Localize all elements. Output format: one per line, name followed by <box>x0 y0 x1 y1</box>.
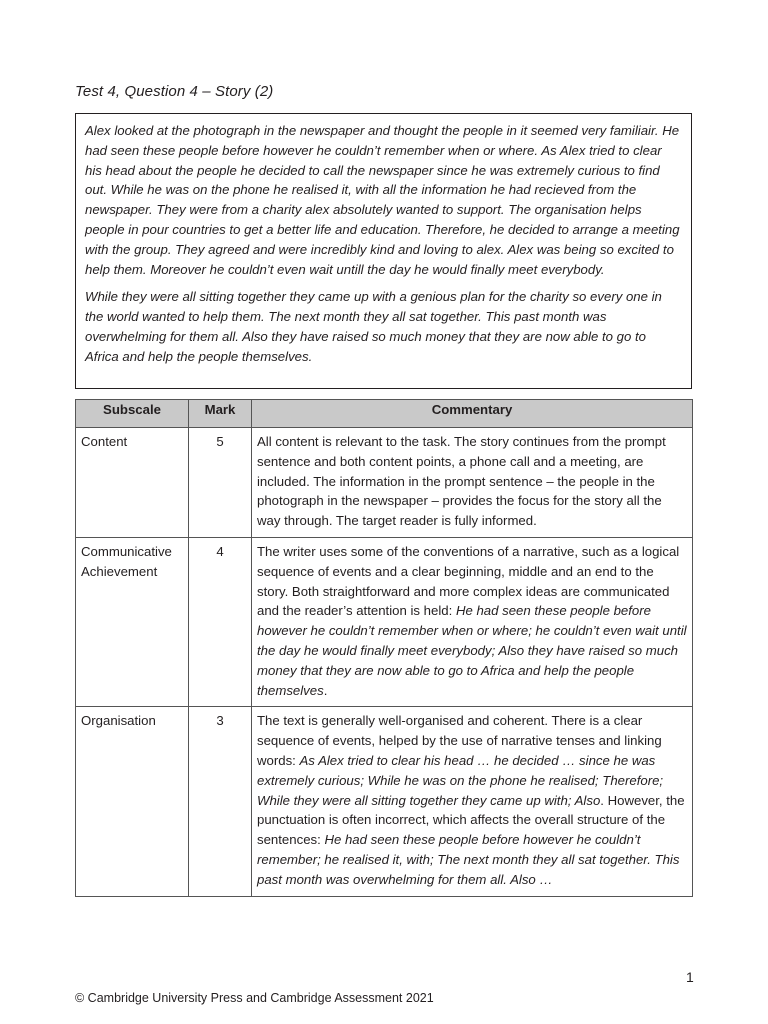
story-paragraph: While they were all sitting together they came up with a genious plan for the charity so every one in the world wanted to help them. The next month they all sat together. This past month was overwhelming for them all. Also they have raised so much money that they are now able to go to Africa and help the people themselves. <box>85 289 662 364</box>
commentary-quote: He had seen these people before however he couldn’t remember when or where; he couldn’t even wait until the day he would finally meet everybody; Also they have raised so much money that they are now able to go to Africa and help the people themselves <box>257 603 687 698</box>
commentary-text: . <box>323 682 328 698</box>
commentary-cell <box>252 428 693 538</box>
story-box <box>75 113 692 389</box>
commentary-text: . However, the punctuation is often incorrect, which affects the overall structure of the sentences: <box>257 792 685 848</box>
story-paragraph: Alex looked at the photograph in the newspaper and thought the people in it seemed very familiair. He had seen these people before however he couldn’t remember when or where. As Alex tried to clear his head about the people he decided to call the newspaper since he was extremely curious to find out. While he was on the phone he realised it, with all the information he had recieved from the newspaper. They were from a charity alex absolutely wanted to support. The organisation helps people in pour countries to get a better life and education. Therefore, he decided to arrange a meeting with the group. They agreed and were incredibly kind and loving to alex. Alex was being so excited to help them. Moreover he couldn’t even wait untill the day he would finally meet everybody. <box>85 123 680 277</box>
mark-cell: 5 <box>189 428 252 538</box>
table-row <box>76 537 693 706</box>
copyright-notice: © Cambridge University Press and Cambridge Assessment 2021 <box>75 991 434 1005</box>
table-row <box>76 428 693 538</box>
commentary-quote: He had seen these people before however he couldn’t remember; he realised it, with; The next month they all sat together. This past month was overwhelming for them all. Also … <box>257 832 680 887</box>
page-number: 1 <box>686 969 694 985</box>
mark-cell: 4 <box>189 537 252 706</box>
table-row <box>76 707 693 896</box>
page-title: Test 4, Question 4 – Story (2) <box>75 83 274 100</box>
commentary-cell <box>252 537 693 706</box>
assessment-table <box>75 399 693 897</box>
header-subscale: Subscale <box>76 400 189 428</box>
commentary-cell <box>252 707 693 896</box>
commentary-quote: As Alex tried to clear his head … he decided … since he was extremely curious; While he was on the phone he realised; Therefore; While they were all sitting together they came up with; Also <box>257 752 664 808</box>
mark-cell: 3 <box>189 707 252 896</box>
subscale-cell: Communicative Achievement <box>76 537 189 706</box>
commentary-text: The text is generally well-organised and coherent. There is a clear sequence of events, helped by the use of narrative tenses and linking words: <box>257 713 662 768</box>
commentary-text: The writer uses some of the conventions of a narrative, such as a logical sequence of events and a clear beginning, middle and an end to the story. Both straightforward and more complex ideas are communicated and the reader’s attention is held: <box>257 543 680 619</box>
subscale-cell: Content <box>76 428 189 538</box>
commentary-text: All content is relevant to the task. The story continues from the prompt sentence and both content points, a phone call and a meeting, are included. The information in the prompt sentence – the people in the photograph in the newspaper – provides the focus for the story all the way through. The target reader is fully informed. <box>257 434 666 529</box>
table-header-row <box>76 400 693 428</box>
header-commentary: Commentary <box>252 400 693 428</box>
subscale-cell: Organisation <box>76 707 189 896</box>
header-mark: Mark <box>189 400 252 428</box>
